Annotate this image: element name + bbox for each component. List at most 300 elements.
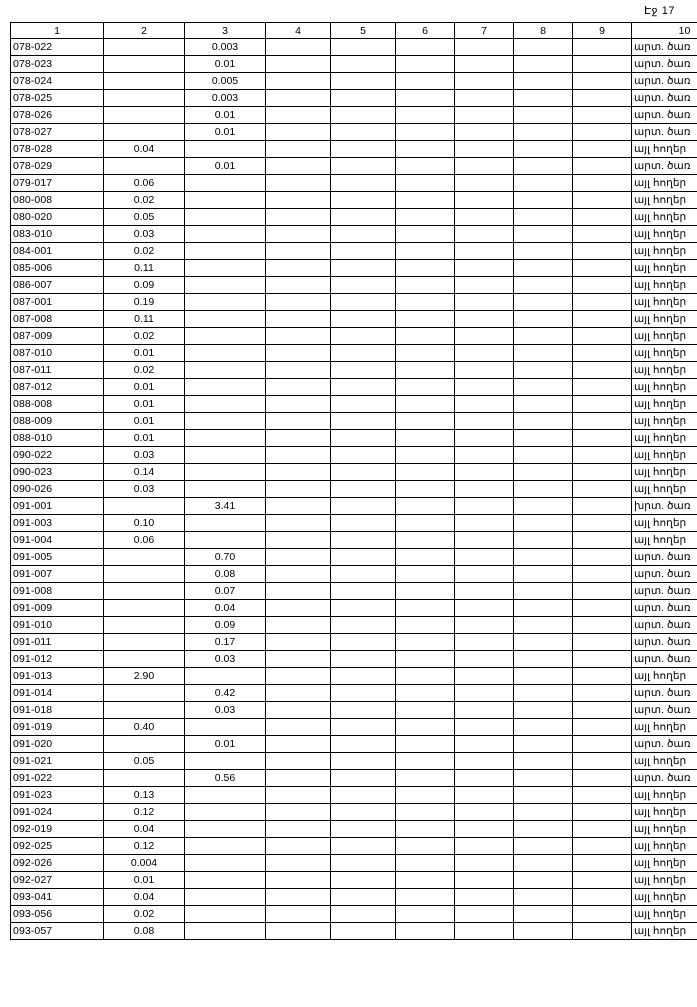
- cell-parcel-id: 091-019: [11, 719, 104, 736]
- cell-col-7: [455, 209, 514, 226]
- cell-land-category: այլ հողեր: [632, 821, 697, 838]
- cell-col-3: [185, 532, 266, 549]
- cell-col-2: 0.12: [104, 804, 185, 821]
- table-row: [11, 209, 697, 226]
- cell-col-8: [514, 413, 573, 430]
- cell-col-2: 0.03: [104, 447, 185, 464]
- cell-col-3: 0.01: [185, 158, 266, 175]
- cell-col-7: [455, 311, 514, 328]
- cell-land-category: այլ հողեր: [632, 277, 697, 294]
- cell-col-9: [573, 141, 632, 158]
- cell-col-7: [455, 362, 514, 379]
- cell-col-5: [331, 906, 396, 923]
- cell-parcel-id: 078-024: [11, 73, 104, 90]
- cell-col-8: [514, 294, 573, 311]
- cell-col-9: [573, 651, 632, 668]
- cell-parcel-id: 088-009: [11, 413, 104, 430]
- column-header-10: 10: [632, 23, 697, 39]
- table-row: [11, 328, 697, 345]
- cell-col-8: [514, 277, 573, 294]
- table-row: [11, 498, 697, 515]
- cell-col-6: [396, 56, 455, 73]
- cell-col-6: [396, 464, 455, 481]
- cell-parcel-id: 088-008: [11, 396, 104, 413]
- cell-col-8: [514, 668, 573, 685]
- table-row: [11, 889, 697, 906]
- cell-col-6: [396, 39, 455, 56]
- cell-col-2: 0.01: [104, 872, 185, 889]
- cell-col-2: [104, 651, 185, 668]
- cell-col-7: [455, 158, 514, 175]
- cell-col-9: [573, 685, 632, 702]
- cell-col-9: [573, 294, 632, 311]
- cell-col-2: 0.13: [104, 787, 185, 804]
- cell-col-3: 0.01: [185, 124, 266, 141]
- cell-col-7: [455, 634, 514, 651]
- cell-land-category: այլ հողեր: [632, 362, 697, 379]
- cell-col-3: [185, 294, 266, 311]
- cell-col-8: [514, 617, 573, 634]
- cell-land-category: այլ հողեր: [632, 532, 697, 549]
- cell-col-8: [514, 175, 573, 192]
- cell-land-category: այլ հողեր: [632, 396, 697, 413]
- cell-col-5: [331, 362, 396, 379]
- cell-col-5: [331, 804, 396, 821]
- cell-col-6: [396, 141, 455, 158]
- cell-col-4: [266, 600, 331, 617]
- cell-col-9: [573, 311, 632, 328]
- cell-parcel-id: 091-008: [11, 583, 104, 600]
- cell-land-category: այլ հողեր: [632, 328, 697, 345]
- cell-col-6: [396, 158, 455, 175]
- cell-land-category: այլ հողեր: [632, 481, 697, 498]
- cell-col-2: 0.04: [104, 889, 185, 906]
- cell-col-4: [266, 379, 331, 396]
- cell-col-5: [331, 90, 396, 107]
- cell-col-7: [455, 787, 514, 804]
- cell-col-5: [331, 787, 396, 804]
- cell-col-9: [573, 498, 632, 515]
- cell-col-8: [514, 396, 573, 413]
- cell-parcel-id: 091-023: [11, 787, 104, 804]
- cell-col-2: 0.04: [104, 821, 185, 838]
- cell-col-7: [455, 838, 514, 855]
- land-parcel-table-container: [10, 22, 691, 940]
- cell-land-category: արտ. ծառ: [632, 600, 697, 617]
- cell-land-category: այլ հողեր: [632, 719, 697, 736]
- cell-col-4: [266, 804, 331, 821]
- cell-col-8: [514, 56, 573, 73]
- cell-parcel-id: 093-056: [11, 906, 104, 923]
- cell-col-9: [573, 277, 632, 294]
- cell-col-5: [331, 328, 396, 345]
- cell-col-4: [266, 90, 331, 107]
- cell-col-8: [514, 192, 573, 209]
- cell-col-6: [396, 685, 455, 702]
- cell-col-8: [514, 838, 573, 855]
- cell-col-5: [331, 583, 396, 600]
- table-row: [11, 532, 697, 549]
- cell-parcel-id: 091-018: [11, 702, 104, 719]
- cell-col-5: [331, 838, 396, 855]
- cell-col-3: 0.08: [185, 566, 266, 583]
- cell-col-6: [396, 804, 455, 821]
- cell-land-category: այլ հողեր: [632, 294, 697, 311]
- table-row: [11, 549, 697, 566]
- cell-parcel-id: 091-020: [11, 736, 104, 753]
- cell-col-6: [396, 566, 455, 583]
- cell-col-8: [514, 90, 573, 107]
- cell-col-9: [573, 90, 632, 107]
- cell-col-9: [573, 515, 632, 532]
- cell-parcel-id: 091-001: [11, 498, 104, 515]
- cell-parcel-id: 091-004: [11, 532, 104, 549]
- cell-col-2: 0.14: [104, 464, 185, 481]
- land-parcel-table: [10, 22, 697, 940]
- cell-col-6: [396, 413, 455, 430]
- cell-parcel-id: 086-007: [11, 277, 104, 294]
- cell-land-category: այլ հողեր: [632, 379, 697, 396]
- cell-col-8: [514, 209, 573, 226]
- cell-parcel-id: 093-041: [11, 889, 104, 906]
- cell-col-9: [573, 56, 632, 73]
- cell-col-8: [514, 872, 573, 889]
- table-row: [11, 651, 697, 668]
- cell-land-category: այլ հողեր: [632, 804, 697, 821]
- cell-col-5: [331, 243, 396, 260]
- cell-col-7: [455, 532, 514, 549]
- cell-col-2: 0.05: [104, 209, 185, 226]
- cell-col-2: [104, 685, 185, 702]
- cell-col-6: [396, 124, 455, 141]
- cell-col-9: [573, 226, 632, 243]
- cell-col-2: 0.03: [104, 481, 185, 498]
- cell-land-category: այլ հողեր: [632, 787, 697, 804]
- cell-land-category: արտ. ծառ: [632, 736, 697, 753]
- cell-land-category: արտ. ծառ: [632, 73, 697, 90]
- cell-parcel-id: 090-022: [11, 447, 104, 464]
- cell-col-2: [104, 90, 185, 107]
- cell-col-3: [185, 481, 266, 498]
- cell-parcel-id: 080-008: [11, 192, 104, 209]
- cell-col-8: [514, 906, 573, 923]
- cell-col-8: [514, 600, 573, 617]
- cell-col-5: [331, 515, 396, 532]
- cell-col-7: [455, 804, 514, 821]
- table-row: [11, 362, 697, 379]
- cell-col-2: 0.06: [104, 175, 185, 192]
- cell-col-4: [266, 124, 331, 141]
- cell-col-6: [396, 498, 455, 515]
- table-row: [11, 345, 697, 362]
- cell-land-category: այլ հողեր: [632, 192, 697, 209]
- cell-col-4: [266, 634, 331, 651]
- table-row: [11, 583, 697, 600]
- table-row: [11, 702, 697, 719]
- cell-col-9: [573, 549, 632, 566]
- table-row: [11, 719, 697, 736]
- cell-parcel-id: 091-014: [11, 685, 104, 702]
- cell-col-5: [331, 889, 396, 906]
- cell-col-3: [185, 379, 266, 396]
- cell-col-6: [396, 294, 455, 311]
- cell-col-2: [104, 634, 185, 651]
- cell-col-5: [331, 413, 396, 430]
- cell-col-4: [266, 413, 331, 430]
- cell-land-category: այլ հողեր: [632, 855, 697, 872]
- cell-col-6: [396, 753, 455, 770]
- cell-col-9: [573, 838, 632, 855]
- cell-col-4: [266, 294, 331, 311]
- cell-col-9: [573, 73, 632, 90]
- cell-col-2: 0.01: [104, 345, 185, 362]
- cell-col-8: [514, 583, 573, 600]
- cell-parcel-id: 079-017: [11, 175, 104, 192]
- cell-land-category: այլ հողեր: [632, 345, 697, 362]
- cell-col-3: 0.03: [185, 651, 266, 668]
- cell-col-6: [396, 481, 455, 498]
- cell-col-7: [455, 447, 514, 464]
- cell-col-3: 0.42: [185, 685, 266, 702]
- cell-col-7: [455, 736, 514, 753]
- table-row: [11, 668, 697, 685]
- cell-parcel-id: 087-001: [11, 294, 104, 311]
- cell-col-7: [455, 498, 514, 515]
- cell-col-3: [185, 328, 266, 345]
- cell-col-7: [455, 243, 514, 260]
- cell-col-9: [573, 209, 632, 226]
- cell-land-category: այլ հողեր: [632, 209, 697, 226]
- cell-col-7: [455, 175, 514, 192]
- cell-col-4: [266, 668, 331, 685]
- cell-col-4: [266, 566, 331, 583]
- cell-col-7: [455, 753, 514, 770]
- cell-col-9: [573, 906, 632, 923]
- cell-col-8: [514, 260, 573, 277]
- cell-col-4: [266, 481, 331, 498]
- column-header-8: 8: [514, 23, 573, 39]
- table-row: [11, 923, 697, 940]
- table-row: [11, 107, 697, 124]
- cell-col-5: [331, 107, 396, 124]
- cell-col-4: [266, 73, 331, 90]
- cell-col-6: [396, 209, 455, 226]
- cell-parcel-id: 087-010: [11, 345, 104, 362]
- cell-col-3: [185, 923, 266, 940]
- cell-col-4: [266, 158, 331, 175]
- cell-col-6: [396, 345, 455, 362]
- cell-col-5: [331, 294, 396, 311]
- cell-land-category: այլ հողեր: [632, 464, 697, 481]
- cell-parcel-id: 087-008: [11, 311, 104, 328]
- cell-parcel-id: 078-029: [11, 158, 104, 175]
- cell-col-4: [266, 685, 331, 702]
- cell-land-category: արտ. ծառ: [632, 566, 697, 583]
- cell-col-4: [266, 889, 331, 906]
- cell-col-5: [331, 277, 396, 294]
- cell-col-3: [185, 515, 266, 532]
- cell-col-5: [331, 736, 396, 753]
- table-row: [11, 379, 697, 396]
- cell-col-5: [331, 566, 396, 583]
- cell-col-9: [573, 668, 632, 685]
- cell-col-6: [396, 889, 455, 906]
- cell-parcel-id: 092-027: [11, 872, 104, 889]
- cell-col-6: [396, 107, 455, 124]
- cell-col-4: [266, 855, 331, 872]
- cell-col-6: [396, 532, 455, 549]
- cell-col-9: [573, 158, 632, 175]
- cell-parcel-id: 091-024: [11, 804, 104, 821]
- cell-parcel-id: 091-005: [11, 549, 104, 566]
- cell-col-7: [455, 515, 514, 532]
- cell-col-9: [573, 566, 632, 583]
- cell-col-5: [331, 209, 396, 226]
- cell-col-4: [266, 532, 331, 549]
- cell-col-7: [455, 192, 514, 209]
- cell-land-category: այլ հողեր: [632, 872, 697, 889]
- table-row: [11, 821, 697, 838]
- cell-col-3: [185, 396, 266, 413]
- cell-col-6: [396, 702, 455, 719]
- cell-col-5: [331, 124, 396, 141]
- cell-col-4: [266, 243, 331, 260]
- cell-col-2: [104, 39, 185, 56]
- cell-col-4: [266, 787, 331, 804]
- cell-parcel-id: 091-022: [11, 770, 104, 787]
- cell-col-9: [573, 175, 632, 192]
- cell-col-7: [455, 617, 514, 634]
- table-row: [11, 872, 697, 889]
- table-row: [11, 73, 697, 90]
- cell-col-2: 0.11: [104, 260, 185, 277]
- cell-col-3: 0.01: [185, 736, 266, 753]
- cell-col-6: [396, 328, 455, 345]
- cell-col-4: [266, 328, 331, 345]
- cell-parcel-id: 078-025: [11, 90, 104, 107]
- cell-parcel-id: 083-010: [11, 226, 104, 243]
- cell-col-5: [331, 141, 396, 158]
- cell-col-3: 0.56: [185, 770, 266, 787]
- cell-col-6: [396, 872, 455, 889]
- column-header-3: 3: [185, 23, 266, 39]
- table-row: [11, 430, 697, 447]
- cell-col-6: [396, 719, 455, 736]
- cell-col-9: [573, 702, 632, 719]
- cell-col-4: [266, 39, 331, 56]
- cell-col-6: [396, 855, 455, 872]
- cell-col-9: [573, 481, 632, 498]
- cell-col-5: [331, 821, 396, 838]
- cell-col-3: 0.07: [185, 583, 266, 600]
- cell-col-7: [455, 566, 514, 583]
- cell-col-7: [455, 294, 514, 311]
- cell-col-5: [331, 158, 396, 175]
- cell-col-7: [455, 481, 514, 498]
- cell-col-8: [514, 753, 573, 770]
- cell-parcel-id: 090-026: [11, 481, 104, 498]
- cell-col-3: [185, 226, 266, 243]
- cell-col-5: [331, 73, 396, 90]
- cell-col-8: [514, 532, 573, 549]
- cell-col-2: 0.11: [104, 311, 185, 328]
- cell-col-5: [331, 872, 396, 889]
- cell-col-9: [573, 855, 632, 872]
- cell-parcel-id: 091-010: [11, 617, 104, 634]
- cell-col-4: [266, 209, 331, 226]
- cell-land-category: այլ հողեր: [632, 923, 697, 940]
- table-row: [11, 277, 697, 294]
- cell-col-2: 0.40: [104, 719, 185, 736]
- cell-land-category: արտ. ծառ: [632, 549, 697, 566]
- cell-col-4: [266, 838, 331, 855]
- cell-col-6: [396, 396, 455, 413]
- table-row: [11, 124, 697, 141]
- cell-col-6: [396, 175, 455, 192]
- cell-col-4: [266, 464, 331, 481]
- cell-parcel-id: 091-009: [11, 600, 104, 617]
- cell-col-8: [514, 566, 573, 583]
- table-row: [11, 243, 697, 260]
- cell-col-2: 0.02: [104, 192, 185, 209]
- cell-land-category: արտ. ծառ: [632, 634, 697, 651]
- cell-land-category: արտ. ծառ: [632, 124, 697, 141]
- cell-col-8: [514, 226, 573, 243]
- cell-land-category: այլ հողեր: [632, 141, 697, 158]
- cell-col-6: [396, 430, 455, 447]
- cell-col-9: [573, 600, 632, 617]
- table-row: [11, 396, 697, 413]
- cell-col-3: [185, 192, 266, 209]
- column-header-5: 5: [331, 23, 396, 39]
- cell-col-3: 0.01: [185, 107, 266, 124]
- cell-col-7: [455, 107, 514, 124]
- cell-col-4: [266, 651, 331, 668]
- cell-col-6: [396, 192, 455, 209]
- cell-land-category: արտ. ծառ: [632, 685, 697, 702]
- cell-col-8: [514, 549, 573, 566]
- cell-land-category: այլ հողեր: [632, 515, 697, 532]
- cell-col-3: 3.41: [185, 498, 266, 515]
- cell-col-2: [104, 600, 185, 617]
- cell-col-8: [514, 73, 573, 90]
- cell-col-8: [514, 464, 573, 481]
- cell-col-3: [185, 277, 266, 294]
- cell-col-4: [266, 277, 331, 294]
- cell-parcel-id: 091-013: [11, 668, 104, 685]
- cell-col-7: [455, 226, 514, 243]
- cell-col-6: [396, 90, 455, 107]
- cell-col-7: [455, 277, 514, 294]
- cell-col-8: [514, 889, 573, 906]
- cell-col-3: [185, 889, 266, 906]
- table-row: [11, 838, 697, 855]
- cell-col-4: [266, 821, 331, 838]
- cell-col-3: 0.70: [185, 549, 266, 566]
- cell-col-7: [455, 770, 514, 787]
- cell-col-9: [573, 532, 632, 549]
- cell-col-8: [514, 243, 573, 260]
- column-header-9: 9: [573, 23, 632, 39]
- cell-col-4: [266, 617, 331, 634]
- cell-col-8: [514, 702, 573, 719]
- cell-col-7: [455, 906, 514, 923]
- cell-col-8: [514, 498, 573, 515]
- cell-col-7: [455, 56, 514, 73]
- cell-col-4: [266, 736, 331, 753]
- cell-land-category: այլ հողեր: [632, 226, 697, 243]
- column-header-1: 1: [11, 23, 104, 39]
